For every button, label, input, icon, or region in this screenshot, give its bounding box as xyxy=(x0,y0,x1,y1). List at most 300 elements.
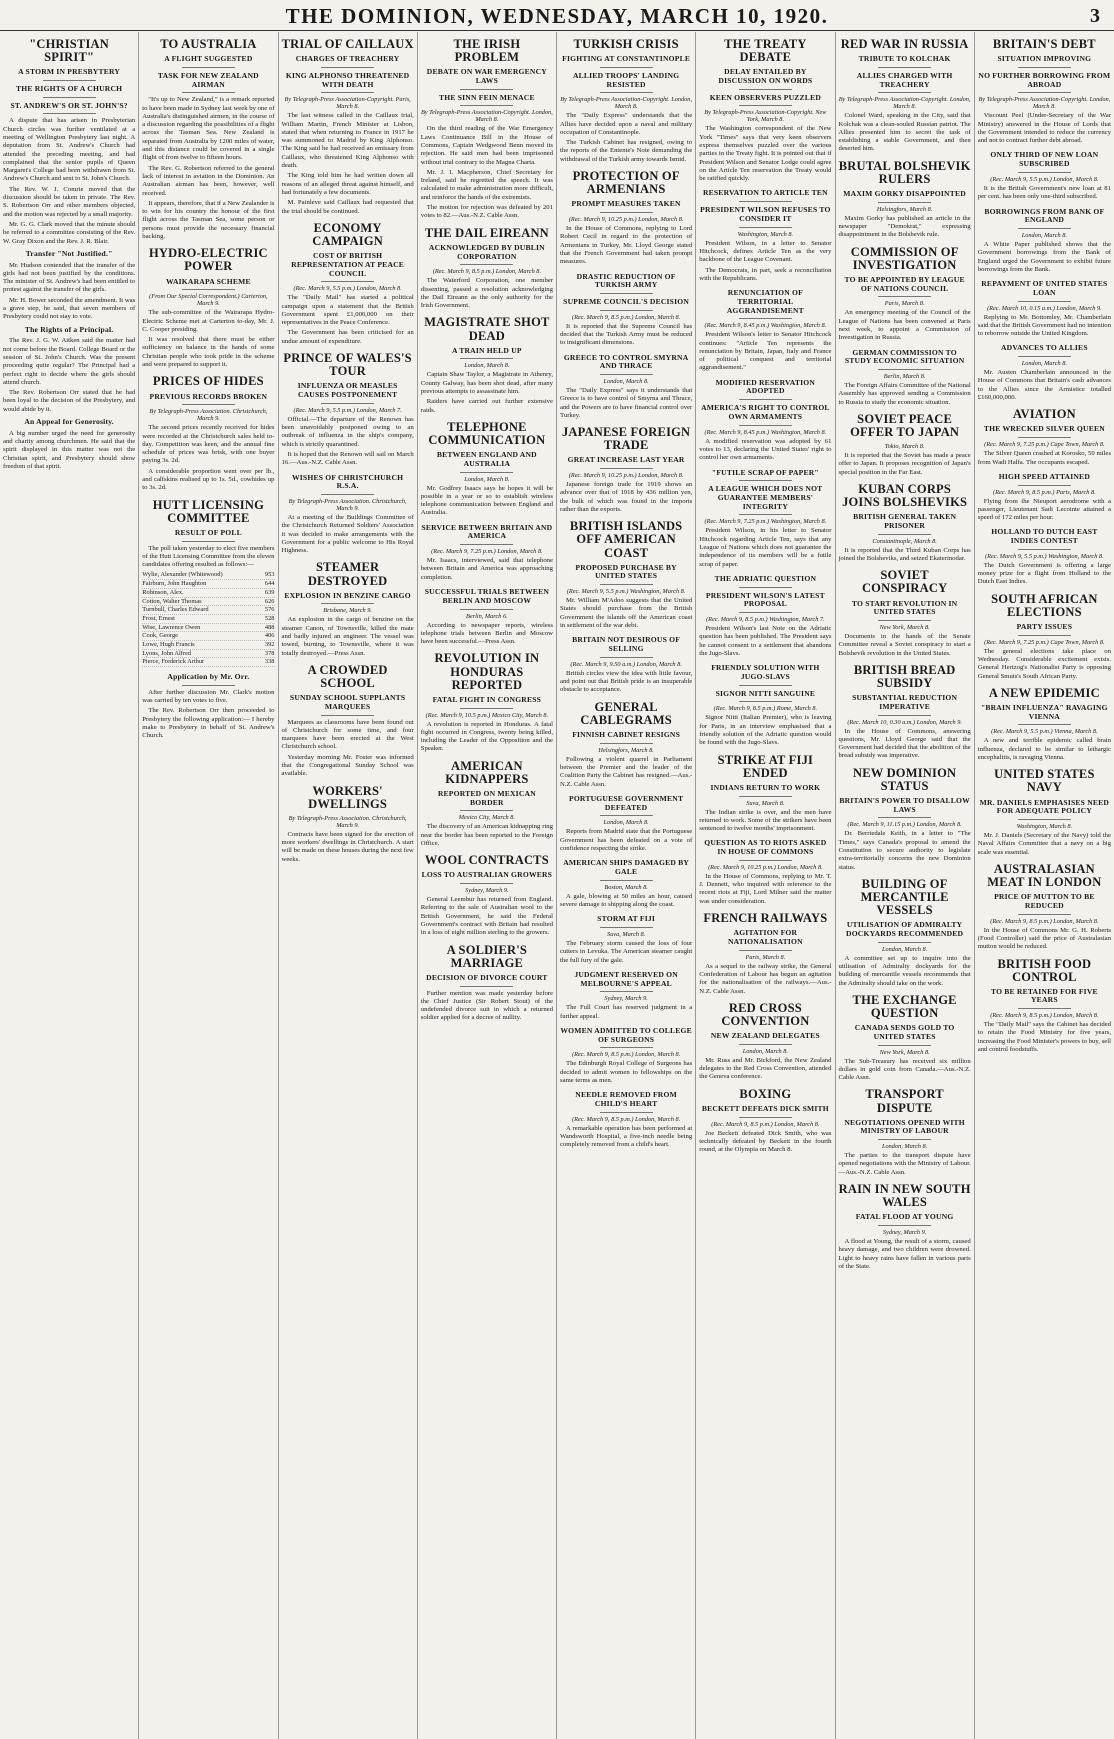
article-paragraph: The Indian strike is over, and the men have returned to work. Some of the strikers have been sentenced to twelve months' imprisonment. xyxy=(699,808,832,833)
subheadline: RENUNCIATION OF TERRITORIAL AGGRANDISEMENT xyxy=(726,288,804,315)
article xyxy=(421,944,553,1023)
subheadline: PROMPT MEASURES TAKEN xyxy=(571,199,681,209)
dateline: Mexico City, March 8. xyxy=(458,814,515,822)
article xyxy=(699,839,831,906)
headline: TELEPHONE COMMUNICATION xyxy=(428,419,546,447)
dateline: (Rec. March 9, 10.25 p.m.) London, March 8. xyxy=(708,863,823,871)
subheadline: AMERICA'S RIGHT TO CONTROL OWN ARMAMENTS xyxy=(701,403,830,421)
article xyxy=(839,349,971,407)
subheadline: HIGH SPEED ATTAINED xyxy=(998,471,1091,481)
article xyxy=(978,151,1111,201)
subheadline: REPAYMENT OF UNITED STATES LOAN xyxy=(981,279,1108,297)
article xyxy=(978,863,1111,952)
article-paragraph: It was resolved that there must be either sufficiency on balance in the hands of some Christian people who took pride in the scheme and were prepared to support it. xyxy=(142,336,275,369)
article xyxy=(978,958,1111,1055)
article xyxy=(839,38,971,154)
article xyxy=(282,38,414,216)
article-paragraph: A flood at Young, the result of a storm, caused heavy damage, and two children were drowned. Light to heavy rains have fallen in various parts of the State. xyxy=(838,1238,971,1270)
subheadline: GREAT INCREASE LAST YEAR xyxy=(567,455,685,465)
section-subhead: The Rights of a Principal. xyxy=(24,324,114,334)
dateline: (Rec. March 9, 8.5 p.m.) London, March 8. xyxy=(571,1051,681,1059)
divider-rule xyxy=(1018,549,1071,550)
headline: TRANSPORT DISPUTE xyxy=(865,1087,944,1115)
subheadline: "BRAIN INFLUENZA" RAVAGING VIENNA xyxy=(980,703,1108,721)
columns-container xyxy=(0,32,1114,1739)
article xyxy=(839,483,971,563)
headline: FRENCH RAILWAYS xyxy=(703,911,828,926)
dateline: Helsingfors, March 8. xyxy=(876,205,933,213)
column-6 xyxy=(696,32,835,1739)
dateline: By Telegraph-Press Association. Christchurch, March 9. xyxy=(288,497,407,512)
article-paragraph: The Rev. Robertson Orr then proceeded to Presbytery the following application:— I hereby make to Presbytery in behalf of St. Andrew's Church. xyxy=(142,707,275,740)
article xyxy=(421,316,553,414)
divider-rule xyxy=(600,927,653,928)
article xyxy=(839,413,971,477)
article-paragraph: Maxim Gorky has published an article in the newspaper "Demokrat," expressing disappointment in the Bolshevik rule. xyxy=(838,214,971,239)
divider-rule xyxy=(739,399,792,400)
dateline: (Rec. March 9, 8.45 p.m.) Washington, March 8. xyxy=(704,428,827,436)
article xyxy=(699,469,831,569)
article-paragraph: British circles view the idea with little favour, and point out that British pride is an insuperable obstacle to acceptance. xyxy=(560,669,693,694)
divider-rule xyxy=(460,358,513,359)
article xyxy=(839,1183,971,1271)
divider-rule xyxy=(739,227,792,228)
article xyxy=(839,664,971,761)
subheadline: GREECE TO CONTROL SMYRNA AND THRACE xyxy=(563,352,689,371)
dateline: (Rec. March 9, 8.5 p.m.) Washington, March 7. xyxy=(706,616,825,624)
divider-rule xyxy=(739,860,792,861)
subheadline: PORTUGUESE GOVERNMENT DEFEATED xyxy=(568,793,684,812)
dateline: (Rec. March 9, 7.25 p.m.) Washington, March 8. xyxy=(704,518,827,526)
divider-rule xyxy=(739,796,792,797)
article xyxy=(978,408,1111,466)
article xyxy=(421,524,553,582)
article-paragraph: A White Paper published shows that the Government borrowings from the Bank of England urged the Government to exhibit future borrowings from the Bank. xyxy=(977,240,1111,273)
article-paragraph: It is reported that the Soviet has made a peace offer to Japan. It proposes recognition of Japan's special position in the Far East. xyxy=(838,452,971,476)
subheadline: TO BE APPOINTED BY LEAGUE OF NATIONS COUNCIL xyxy=(844,274,965,293)
article-paragraph: Mr. Hudson contended that the transfer of the girls had not been justified by the conditions. The minister of St. Andrew's had been entitled to protest against the transfer of the girls. xyxy=(3,261,136,294)
divider-rule xyxy=(182,67,235,68)
subheadline: SITUATION IMPROVING xyxy=(997,54,1092,64)
divider-rule xyxy=(600,374,653,375)
subheadline: BORROWINGS FROM BANK OF ENGLAND xyxy=(984,206,1105,225)
article xyxy=(839,160,971,240)
divider-rule xyxy=(321,403,374,404)
dateline: (From Our Special Correspondent.) Carterton, March 9. xyxy=(149,293,268,308)
subheadline: QUESTION AS TO RIOTS ASKED IN HOUSE OF COMMONS xyxy=(704,838,827,857)
dateline: By Telegraph-Press Association-Copyright. London, March 8. xyxy=(420,109,553,124)
dateline: (Rec. March 9, 10.25 p.m.) London, March 8. xyxy=(568,216,684,224)
article-paragraph: Mr. H. Bower seconded the amendment. It was a grave step, he said, that seven members of Presbytery could not stay to vote. xyxy=(3,296,136,321)
dateline: Paris, March 8. xyxy=(745,953,786,961)
article xyxy=(699,379,831,463)
headline: A NEW EPIDEMIC xyxy=(988,685,1100,700)
column-5 xyxy=(557,32,696,1739)
article-paragraph: The second prices recently received for hides were recorded at the Christchurch sales held to-day. Competition was keen, and the annual fine schedule of prices was brisk, with one buyer paying 3s. 2d. xyxy=(142,424,275,465)
vote-count: 639 xyxy=(264,588,275,596)
article-paragraph: Documents in the hands of the Senate Committee reveal a Soviet conspiracy to start a Bolshevik revolution in the United States. xyxy=(838,632,971,657)
article-paragraph: President Wilson's last Note on the Adriatic question has been published. The President says he cannot consent to a settlement that abandons the Jugo-Slavs. xyxy=(699,625,832,657)
subheadline: PRICE OF MUTTON TO BE REDUCED xyxy=(994,892,1095,910)
subheadline: ST. ANDREW'S OR ST. JOHN'S? xyxy=(10,100,128,110)
subheadline: GERMAN COMMISSION TO STUDY ECONOMIC SITUATION xyxy=(844,347,965,366)
divider-rule xyxy=(739,514,792,515)
divider-rule xyxy=(1018,485,1071,486)
subheadline: TO BE RETAINED FOR FIVE YEARS xyxy=(990,986,1098,1005)
divider-rule xyxy=(739,587,792,588)
subheadline: SUNDAY SCHOOL SUPPLANTS MARQUEES xyxy=(289,693,406,711)
subheadline: KING ALPHONSO THREATENED WITH DEATH xyxy=(285,70,410,89)
divider-rule xyxy=(600,584,653,585)
subheadline: NEEDLE REMOVED FROM CHILD'S HEART xyxy=(575,1090,677,1108)
headline: SOUTH AFRICAN ELECTIONS xyxy=(991,591,1098,619)
headline: WOOL CONTRACTS xyxy=(424,853,549,868)
article xyxy=(978,528,1111,586)
divider-rule xyxy=(43,97,96,98)
divider-rule xyxy=(1018,1008,1071,1009)
article-paragraph: The Dutch Government is offering a large money prize for a flight from Holland to the Dutch East Indies. xyxy=(977,561,1111,586)
article xyxy=(839,767,971,872)
subheadline: FRIENDLY SOLUTION WITH JUGO-SLAVS xyxy=(711,663,820,681)
article-paragraph: Captain Shaw Taylor, a Magistrate in Athenry, County Galway, has been shot dead, after many previous attempts to assassinate him. xyxy=(420,371,553,395)
page-number: 3 xyxy=(1090,5,1100,27)
article-paragraph: A big number urged the need for generosity and charity among churchmen. He said that the spirit displayed in this matter was not the Christian spirit, and Presbytery should show freedom of that spirit. xyxy=(3,429,136,470)
article-paragraph: Mr. J. Daniels (Secretary of the Navy) told the Naval Affairs Committee that a navy on a big scale was essential. xyxy=(977,832,1111,856)
article-paragraph: In the House of Commons, replying to Mr. T. J. Dennett, who inquired with reference to the recent riots at Fiji, Lord Milner said the matter was under consideration. xyxy=(699,872,832,905)
dateline: (Rec. March 9, 8.5 p.m.) London, March 8. xyxy=(711,1120,820,1128)
dateline: (Rec. March 9, 8.5 p.m.) London, March 8. xyxy=(990,917,1099,925)
article xyxy=(699,754,831,834)
divider-rule xyxy=(321,715,374,716)
headline: TRIAL OF CAILLAUX xyxy=(281,37,414,51)
article xyxy=(978,38,1111,145)
article-paragraph: President Wilson's letter to Senator Hitchcock continues: "Article Ten represents the renunciation by Britain, Japan, Italy and France of political conquest and territorial aggrandisement." xyxy=(699,331,832,372)
divider-rule xyxy=(460,544,513,545)
subheadline: TRIBUTE TO KOLCHAK xyxy=(858,54,951,64)
column-8 xyxy=(975,32,1114,1739)
divider-rule xyxy=(878,92,931,93)
headline: SOVIET PEACE OFFER TO JAPAN xyxy=(850,411,960,439)
divider-rule xyxy=(600,468,653,469)
headline: PRICES OF HIDES xyxy=(152,374,264,389)
divider-rule xyxy=(1018,67,1071,68)
headline: BRITAIN'S DEBT xyxy=(992,37,1096,51)
article xyxy=(839,878,971,988)
subheadline: SIGNOR NITTI SANGUINE xyxy=(715,688,816,698)
candidate-name: Lowe, Hugh Francis xyxy=(142,640,195,648)
article-paragraph: According to newspaper reports, wireless telephone trials between Berlin and Moscow have been successful.—Press Assn. xyxy=(420,621,553,646)
article-paragraph: On the third reading of the War Emergency Laws Continuance Bill in the House of Commons, Captain Wedgwood Benn moved its rejection. He said men had been imprisoned without trial contrary to the Magna Charta. xyxy=(420,125,553,166)
article-paragraph: The Government has been criticised for an undue amount of expenditure. xyxy=(281,329,414,345)
article xyxy=(142,38,274,241)
divider-rule xyxy=(600,67,653,68)
divider-rule xyxy=(321,603,374,604)
candidate-name: Robinson, Alex. xyxy=(142,588,184,596)
headline: A SOLDIER'S MARRIAGE xyxy=(446,942,528,970)
article xyxy=(282,664,414,779)
article xyxy=(978,593,1111,681)
vote-count: 626 xyxy=(264,597,275,605)
article xyxy=(839,569,971,658)
divider-rule xyxy=(739,612,792,613)
article-paragraph: The Turkish Cabinet has resigned, owing to the reports of the Entente's Note demanding the withdrawal of the Turkish army towards Ismid. xyxy=(560,139,693,163)
headline: REVOLUTION IN HONDURAS REPORTED xyxy=(434,651,540,692)
divider-rule xyxy=(878,1225,931,1226)
subheadline: CHARGES OF TREACHERY xyxy=(295,54,400,64)
table-row xyxy=(142,658,274,667)
article-paragraph: At a meeting of the Buildings Committee of the Christchurch Returned Soldiers' Association it was decided to make arrangements with the Government for a public welcome to His Royal Highness. xyxy=(281,513,414,555)
candidate-name: Pierce, Frederick Arthur xyxy=(142,658,205,666)
article-paragraph: Marquees as classrooms have been found out of Christchurch for some time, and four marquees have been erected at the West Christchurch school. xyxy=(281,718,414,751)
headline: TO AUSTRALIA xyxy=(160,37,257,51)
divider-rule xyxy=(182,92,235,93)
article xyxy=(699,1002,831,1082)
dateline: By Telegraph-Press Association. Christchurch, March 9. xyxy=(288,814,407,829)
subheadline: WOMEN ADMITTED TO COLLEGE OF SURGEONS xyxy=(560,1025,692,1044)
headline: COMMISSION OF INVESTIGATION xyxy=(850,244,959,272)
divider-rule xyxy=(878,715,931,716)
subheadline: SUPREME COUNCIL'S DECISION xyxy=(563,296,690,306)
article xyxy=(560,971,692,1021)
article xyxy=(699,912,831,996)
dateline: Constantinople, March 8. xyxy=(872,537,937,545)
vote-count: 488 xyxy=(264,623,275,631)
headline: THE IRISH PROBLEM xyxy=(453,37,521,65)
article xyxy=(560,38,692,164)
article-paragraph: Flying from the Nieuport aerodrome with a passenger, Lieutenant Sadi Lecointe attained a speed of 172 miles per hour. xyxy=(977,497,1111,522)
dateline: London, March 8. xyxy=(464,362,510,370)
article-paragraph: It is reported that the Supreme Council has decided that the Turkish Army must be reduced to insignificant dimensions. xyxy=(560,322,693,347)
article xyxy=(978,768,1111,857)
dateline: (Rec. March 9, 5.5 p.m.) Washington, March 8. xyxy=(566,588,686,596)
subheadline: THE RIGHTS OF A CHURCH xyxy=(16,83,123,93)
divider-rule xyxy=(43,80,96,81)
article-paragraph: Dr. Berriedale Keith, in a letter to "The Times," says Canada's proposal to amend the Constitution to secure authority to legislate extra-territorially concerns the new Dominion status. xyxy=(838,830,971,871)
subheadline: A LEAGUE WHICH DOES NOT GUARANTEE MEMBERS' INTEGRITY xyxy=(708,484,823,511)
divider-rule xyxy=(1018,92,1071,93)
article-paragraph: The Edinburgh Royal College of Surgeons has decided to admit women to fellowships on the same terms as men. xyxy=(560,1060,693,1084)
subheadline: WAIKARAPA SCHEME xyxy=(166,276,251,286)
divider-rule xyxy=(321,67,374,68)
candidate-name: Cook, George xyxy=(142,632,178,640)
article xyxy=(699,289,831,373)
article-paragraph: Viscount Peel (Under-Secretary of the War Ministry) answered in the House of Lords that the Government intended to reduce the currency and not to contract further debt abroad. xyxy=(977,112,1111,145)
headline: BRITISH ISLANDS OFF AMERICAN COAST xyxy=(569,519,683,560)
divider-rule xyxy=(1018,819,1071,820)
headline: BRITISH FOOD CONTROL xyxy=(997,956,1092,984)
article xyxy=(142,499,274,667)
divider-rule xyxy=(460,883,513,884)
subheadline: BRITAIN NOT DESIROUS OF SELLING xyxy=(572,635,681,654)
article xyxy=(560,273,692,348)
subheadline: PRESIDENT WILSON REFUSES TO CONSIDER IT xyxy=(700,205,831,223)
headline: AUSTRALASIAN MEAT IN LONDON xyxy=(987,861,1102,890)
divider-rule xyxy=(878,369,931,370)
divider-rule xyxy=(460,986,513,987)
headline: UNITED STATES NAVY xyxy=(994,767,1095,795)
article-paragraph: Raiders have carried out further extensive raids. xyxy=(420,398,553,414)
subheadline: PROPOSED PURCHASE BY UNITED STATES xyxy=(575,562,677,581)
divider-rule xyxy=(878,67,931,68)
article-paragraph: It is reported that the Third Kuban Corps has joined the Bolsheviks, and seized Ekaterinodar. xyxy=(838,546,971,562)
divider-rule xyxy=(321,92,374,93)
headline: NEW DOMINION STATUS xyxy=(853,765,957,793)
divider-rule xyxy=(1018,437,1071,438)
article-paragraph: The "Daily Express" says it understands that Greece is to have control of Smyrna and Thrace, and the Powers are to have financial control over Turkey. xyxy=(560,387,693,419)
divider-rule xyxy=(878,942,931,943)
article xyxy=(421,854,553,937)
table-row xyxy=(142,598,274,607)
headline: BRITISH BREAD SUBSIDY xyxy=(853,662,956,690)
dateline: New York, March 8. xyxy=(879,1048,930,1056)
subheadline: MODIFIED RESERVATION ADOPTED xyxy=(715,377,816,396)
dateline: (Rec. March 9, 8.5 p.m.) Rome, March 8. xyxy=(713,705,818,713)
divider-rule xyxy=(182,541,235,542)
divider-rule xyxy=(600,92,653,93)
article-paragraph: Official.—The departure of the Renown has been unavoidably postponed owing to an outbreak of influenza in the ship's company, which is strictly quarantined. xyxy=(281,415,414,448)
divider-rule xyxy=(739,950,792,951)
subheadline: COST OF BRITISH REPRESENTATION AT PEACE COUNCIL xyxy=(291,251,405,278)
article xyxy=(699,575,831,658)
subheadline: Application by Mr. Orr. xyxy=(167,672,250,682)
dateline: (Rec. March 9, 10.5 p.m.) Mexico City, March 8. xyxy=(425,711,549,719)
dateline: (Rec. March 9, 11.15 p.m.) London, March 8. xyxy=(847,821,962,829)
dateline: (Rec. March 9, 9.50 a.m.) London, March 8. xyxy=(570,660,682,668)
article xyxy=(421,588,553,646)
article-paragraph: Joe Beckett defeated Dick Smith, who was technically defeated by Beckett in the fourth round, at the Olympia on March 8. xyxy=(699,1129,832,1154)
subheadline: AGITATION FOR NATIONALISATION xyxy=(727,928,803,946)
dateline: By Telegraph-Press Association-Copyright. London, March 8. xyxy=(978,96,1111,111)
article-paragraph: The King told him he had written down all reasons of an alleged threat against himself, and had fortunately a few documents. xyxy=(281,172,414,196)
candidate-name: Frost, Ernest xyxy=(142,614,175,622)
article xyxy=(421,652,553,753)
article xyxy=(699,1088,831,1155)
subheadline: JUDGMENT RESERVED ON MELBOURNE'S APPEAL xyxy=(574,969,678,988)
divider-rule xyxy=(878,1045,931,1046)
dateline: London, March 8. xyxy=(603,819,649,827)
article-paragraph: The motion for rejection was defeated by 201 votes to 82.—Aus.-N.Z. Cable Assn. xyxy=(420,204,553,220)
headline: JAPANESE FOREIGN TRADE xyxy=(561,425,691,453)
dateline: Helsingfors, March 8. xyxy=(598,746,654,754)
article-paragraph: M. Painleve said Caillaux had requested that the trial should be continued. xyxy=(281,199,414,215)
article-paragraph: A gale, blowing at 50 miles an hour, caused severe damage to shipping along the coast. xyxy=(560,892,693,908)
headline: RED WAR IN RUSSIA xyxy=(840,37,969,51)
article xyxy=(699,664,831,747)
vote-count: 338 xyxy=(264,658,275,666)
dateline: By Telegraph-Press Association. Christchurch, March 9. xyxy=(149,408,268,423)
subheadline: SERVICE BETWEEN BRITAIN AND AMERICA xyxy=(421,522,553,541)
subheadline: PREVIOUS RECORDS BROKEN xyxy=(149,391,268,401)
subheadline: ACKNOWLEDGED BY DUBLIN CORPORATION xyxy=(428,242,545,261)
vote-count: 406 xyxy=(264,632,275,640)
subheadline: A TRAIN HELD UP xyxy=(452,345,522,355)
subheadline: ALLIED TROOPS' LANDING RESISTED xyxy=(572,70,680,89)
dateline: By Telegraph-Press Association-Copyright. London, March 8. xyxy=(560,96,693,111)
dateline: (Rec. March 9, 7.25 p.m.) Cape Town, March 8. xyxy=(984,441,1105,449)
article-paragraph: The Rev. J. G. W. Aitken said the matter had not come before the Board. College Board or the session of St. John's Church. Was the present proceeding quite regular? The Principal had a perfect right to decide where the girls should attend church. xyxy=(3,337,136,386)
headline: AVIATION xyxy=(1012,407,1076,422)
headline: RED CROSS CONVENTION xyxy=(721,1000,810,1028)
article-paragraph: Mr. William M'Adoo suggests that the United States should purchase from the British Government the islands off the American coast in settlement of the war debt. xyxy=(560,597,693,630)
subheadline: RESULT OF POLL xyxy=(174,527,242,537)
dateline: (Rec. March 9, 5.5 p.m.) London, March 8. xyxy=(293,285,402,293)
divider-rule xyxy=(739,701,792,702)
article-paragraph: Colonel Ward, speaking in the City, said that Kolchak was a clean-souled Russian patriot. The Allies presented him to secret the task of establishing a stable Government, and then deserted him. xyxy=(838,112,971,153)
subheadline: BECKETT DEFEATS DICK SMITH xyxy=(701,1103,829,1113)
article-paragraph: In the House of Commons, answering questions, Mr. Lloyd George said that the Government had decided that the abolition of the bread subsidy was imperative. xyxy=(838,727,971,760)
article xyxy=(978,208,1111,275)
article-paragraph: The sub-committee of the Wairarapa Hydro-Electric Scheme met at Carterton to-day, Mr. J. C. Cooper presiding. xyxy=(142,309,275,333)
dateline: Suva, March 8. xyxy=(746,799,785,807)
dateline: (Rec. March 9, 7.25 p.m.) London, March 8. xyxy=(431,548,543,556)
article-paragraph: Yesterday morning Mr. Foster was informed that the Congregational Sunday School was available. xyxy=(281,753,414,778)
subheadline: FINNISH CABINET RESIGNS xyxy=(572,729,681,739)
headline: PROTECTION OF ARMENIANS xyxy=(572,169,680,197)
headline: HUTT LICENSING COMMITTEE xyxy=(152,497,265,525)
article-paragraph: General Leembur has returned from England. Referring to the sale of Australian wool to the British Government, he said the Federal Government's contract with Britain had resulted in a loss of eight million sterling to the growers. xyxy=(420,896,553,937)
article-paragraph: The Rev. G. Robertson referred to the general lack of interest in aviation in the Dominion. An Australian airman has been, however, well received. xyxy=(142,164,275,197)
article xyxy=(978,280,1111,338)
dateline: Boston, March 8. xyxy=(604,883,648,891)
subheadline: THE SINN FEIN MENACE xyxy=(438,92,535,102)
article-paragraph: The discovery of an American kidnapping ring near the border has been reported to the Foreign Office. xyxy=(420,823,553,847)
headline: BRUTAL BOLSHEVIK RULERS xyxy=(838,158,971,186)
article-paragraph: Mr. J. I. Macpherson, Chief Secretary for Ireland, said he regretted the speech. It was calculated to make administration more difficult, and reinforce the hands of the extremists. xyxy=(420,168,553,201)
divider-rule xyxy=(878,534,931,535)
subheadline: PARTY ISSUES xyxy=(1016,621,1073,631)
article xyxy=(421,421,553,518)
article-paragraph: The Foreign Affairs Committee of the National Assembly has approved sending a Commission to Russia to study the economic situation. xyxy=(838,381,971,406)
headline: A CROWDED SCHOOL xyxy=(307,662,388,690)
article-paragraph: The parties to the transport dispute have opened negotiations with the Ministry of Labour.—Aus.-N.Z. Cable Assn. xyxy=(838,1152,971,1176)
article xyxy=(142,673,274,741)
divider-rule xyxy=(600,212,653,213)
divider-rule xyxy=(600,991,653,992)
section-subhead: An Appeal for Generosity. xyxy=(24,417,114,427)
column-7 xyxy=(836,32,975,1739)
article xyxy=(142,247,274,369)
article xyxy=(282,352,414,467)
article-paragraph: The Washington correspondent of the New York "Times" says that very keen observers express themselves puzzled over the various parties in the Treaty fight. It is pointed out that if President Wilson and Senator Lodge could agree on the Article Ten reservation the Treaty would be ratified quickly. xyxy=(699,125,832,183)
subheadline: TASK FOR NEW ZEALAND AIRMAN xyxy=(157,70,259,89)
dateline: (Rec. March 9, 10.25 p.m.) London, March 8. xyxy=(568,472,684,480)
dateline: (Rec. March 9, 8.5 p.m.) London, March 8. xyxy=(990,1012,1099,1020)
article-paragraph: Mr. Isaacs, interviewed, said that telephone between Britain and America was approaching completion. xyxy=(420,557,553,581)
article-paragraph: President Wilson, in a letter to Senator Hitchcock, defines Article Ten as the very backbone of the League Covenant. xyxy=(699,239,832,264)
dateline: London, March 8. xyxy=(1021,231,1067,239)
article-paragraph: Mr. Godfrey Isaacs says he hopes it will be possible in a year or so to establish wireless telephone communication between England and Australia. xyxy=(420,484,553,517)
divider-rule xyxy=(1018,356,1071,357)
article xyxy=(421,38,553,221)
vote-count: 528 xyxy=(264,614,275,622)
divider-rule xyxy=(600,815,653,816)
dateline: (Rec. March 10, 0.15 a.m.) London, March 9. xyxy=(987,304,1102,312)
subheadline: ALLIES CHARGED WITH TREACHERY xyxy=(856,70,953,89)
subheadline: LOSS TO AUSTRALIAN GROWERS xyxy=(421,870,553,880)
divider-rule xyxy=(600,293,653,294)
article-paragraph: A committee set up to inquire into the utilisation of Admiralty dockyards for the building of mercantile vessels recommends that the Admiralty should take on the work. xyxy=(838,954,971,987)
divider-rule xyxy=(600,1047,653,1048)
dateline: (Rec. March 9, 8.5 p.m.) Paris, March 8. xyxy=(993,488,1096,496)
dateline: By Telegraph-Press Association-Copyright. London, March 8. xyxy=(838,96,971,111)
divider-rule xyxy=(321,281,374,282)
subheadline: A FLIGHT SUGGESTED xyxy=(164,54,253,64)
masthead xyxy=(0,0,1114,31)
subheadline: WISHES OF CHRISTCHURCH R.S.A. xyxy=(291,472,404,491)
dateline: London, March 8. xyxy=(742,1047,788,1055)
divider-rule xyxy=(1018,724,1071,725)
divider-rule xyxy=(739,1044,792,1045)
